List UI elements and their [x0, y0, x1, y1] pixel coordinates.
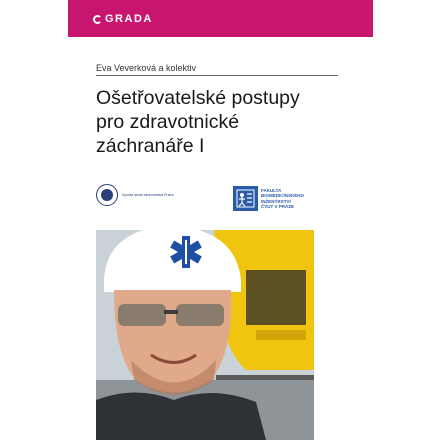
publisher-name: GRADA [105, 13, 153, 25]
institution-right-line-2: BIOMEDICÍNSKÉHO [261, 193, 305, 198]
institution-right-line-1: FAKULTA [261, 187, 282, 193]
institution-right-line-3: INŽENÝRSTVÍ [261, 198, 291, 204]
institution-right-name [261, 188, 317, 210]
fbmi-logo-icon [233, 186, 258, 211]
title-line-1: Ošetřovatelské postupy [96, 87, 300, 109]
institution-seal-icon [96, 184, 118, 206]
jacket [96, 393, 266, 440]
book-cover [68, 0, 373, 440]
grada-logo-icon [93, 15, 102, 24]
book-title [96, 86, 346, 158]
cover-photo [96, 230, 314, 440]
title-line-3: záchranáře I [96, 135, 205, 157]
author: Eva Veverková a kolektiv [96, 63, 197, 73]
institution-right-line-4: ČVUT V PRAZE [261, 204, 295, 209]
publisher-logo [93, 12, 153, 26]
divider [96, 75, 338, 76]
publisher-bar [68, 0, 373, 37]
institution-left [96, 184, 173, 206]
institution-left-name: Vysoká škola zdravotnická Praha [122, 193, 174, 197]
title-line-2: pro zdravotnické [96, 111, 240, 133]
institution-right [233, 186, 317, 211]
